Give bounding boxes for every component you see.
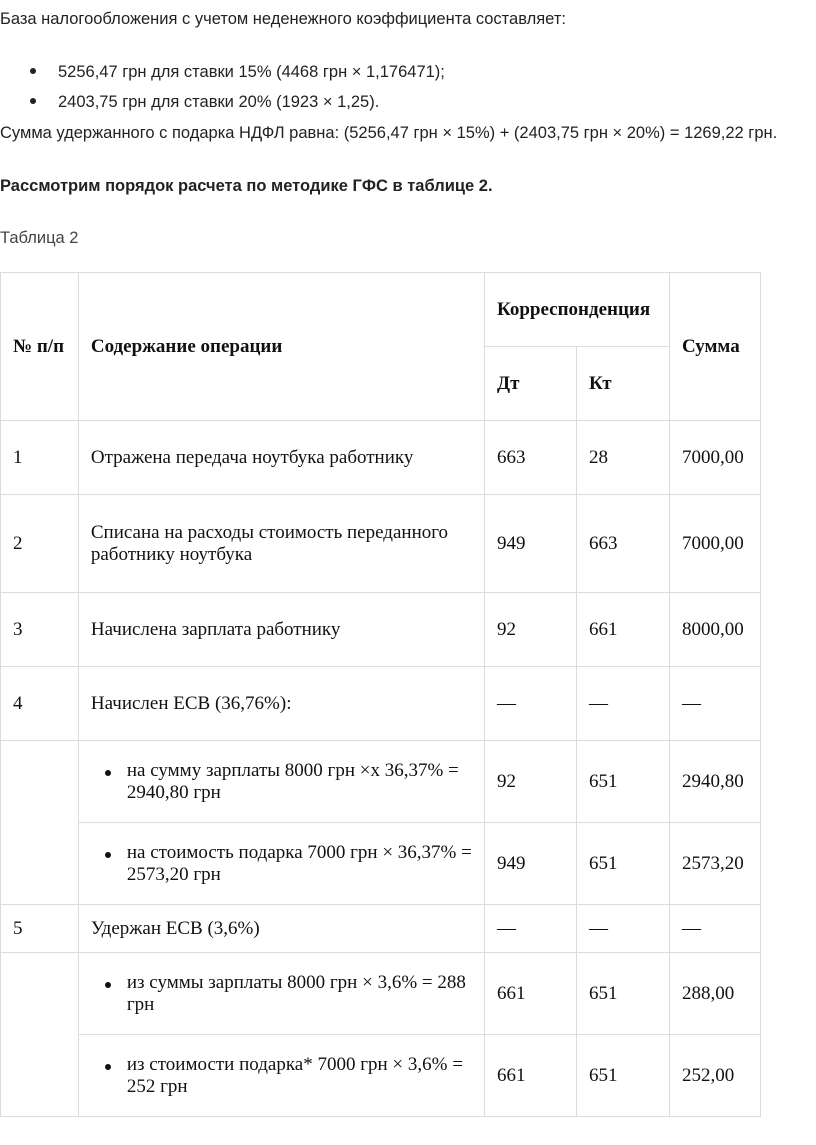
cell-sum: 2573,20: [669, 823, 760, 905]
cell-kt: 651: [577, 953, 670, 1035]
table-row: [1, 421, 761, 495]
cell-num: [1, 953, 79, 1117]
cell-sum: 7000,00: [669, 495, 760, 593]
cell-content: Начислена зарплата работнику: [78, 593, 484, 667]
section-heading: Рассмотрим порядок расчета по методике ГФС в таблице 2.: [0, 177, 493, 195]
header-sum: Сумма: [669, 273, 760, 421]
header-num: № п/п: [1, 273, 79, 421]
table-row: [1, 1035, 761, 1117]
cell-dt: —: [485, 667, 577, 741]
cell-kt: 651: [577, 1035, 670, 1117]
cell-num: 3: [1, 593, 79, 667]
cell-content: [78, 741, 484, 823]
cell-kt: 28: [577, 421, 670, 495]
table-caption: Таблица 2: [0, 229, 79, 247]
header-correspondence: Корреспонденция: [485, 273, 670, 347]
list-item-text: 5256,47 грн для ставки 15% (4468 грн × 1,176471);: [58, 63, 445, 81]
list-item: на стоимость подарка 7000 грн × 36,37% = 2573,20 грн: [91, 842, 472, 886]
cell-sum: 7000,00: [669, 421, 760, 495]
cell-dt: —: [485, 905, 577, 953]
cell-dt: 663: [485, 421, 577, 495]
table-row: [1, 823, 761, 905]
cell-sum: 288,00: [669, 953, 760, 1035]
cell-content: [78, 823, 484, 905]
cell-dt: 92: [485, 741, 577, 823]
cell-sum: 2940,80: [669, 741, 760, 823]
cell-content: [78, 1035, 484, 1117]
list-item: на сумму зарплаты 8000 грн ×х 36,37% = 2940,80 грн: [91, 760, 472, 804]
cell-dt: 661: [485, 1035, 577, 1117]
table-row: [1, 905, 761, 953]
cell-dt: 92: [485, 593, 577, 667]
header-content: Содержание операции: [78, 273, 484, 421]
list-item: [30, 63, 445, 82]
bullet-icon: [30, 68, 36, 74]
header-dt: Дт: [485, 347, 577, 421]
table-row: [1, 495, 761, 593]
table-row: [1, 593, 761, 667]
table-row: [1, 953, 761, 1035]
list-item: из стоимости подарка* 7000 грн × 3,6% = 252 грн: [91, 1054, 472, 1098]
cell-num: 5: [1, 905, 79, 953]
cell-kt: 663: [577, 495, 670, 593]
list-item-text: 2403,75 грн для ставки 20% (1923 × 1,25).: [58, 93, 380, 111]
cell-sum: 8000,00: [669, 593, 760, 667]
operations-table: [0, 272, 761, 1117]
cell-content: Удержан ЕСВ (3,6%): [78, 905, 484, 953]
bullet-icon: [30, 98, 36, 104]
cell-kt: —: [577, 667, 670, 741]
cell-sum: 252,00: [669, 1035, 760, 1117]
cell-num: 1: [1, 421, 79, 495]
cell-kt: 661: [577, 593, 670, 667]
cell-sum: —: [669, 905, 760, 953]
cell-num: 2: [1, 495, 79, 593]
table-row: [1, 741, 761, 823]
sum-text: Сумма удержанного с подарка НДФЛ равна: (5256,47 грн × 15%) + (2403,75 грн × 20%) = 1269,22 грн.: [0, 124, 778, 142]
cell-content: Списана на расходы стоимость переданного работнику ноутбука: [78, 495, 484, 593]
cell-num: 4: [1, 667, 79, 741]
cell-content: [78, 953, 484, 1035]
cell-dt: 661: [485, 953, 577, 1035]
cell-num: [1, 741, 79, 905]
cell-kt: —: [577, 905, 670, 953]
header-kt: Кт: [577, 347, 670, 421]
list-item: [30, 93, 379, 112]
table-row: [1, 667, 761, 741]
intro-text: База налогообложения с учетом неденежного коэффициента составляет:: [0, 10, 566, 28]
list-item: из суммы зарплаты 8000 грн × 3,6% = 288 грн: [91, 972, 472, 1016]
cell-kt: 651: [577, 823, 670, 905]
cell-kt: 651: [577, 741, 670, 823]
cell-sum: —: [669, 667, 760, 741]
cell-dt: 949: [485, 823, 577, 905]
cell-content: Отражена передача ноутбука работнику: [78, 421, 484, 495]
cell-content: Начислен ЕСВ (36,76%):: [78, 667, 484, 741]
cell-dt: 949: [485, 495, 577, 593]
